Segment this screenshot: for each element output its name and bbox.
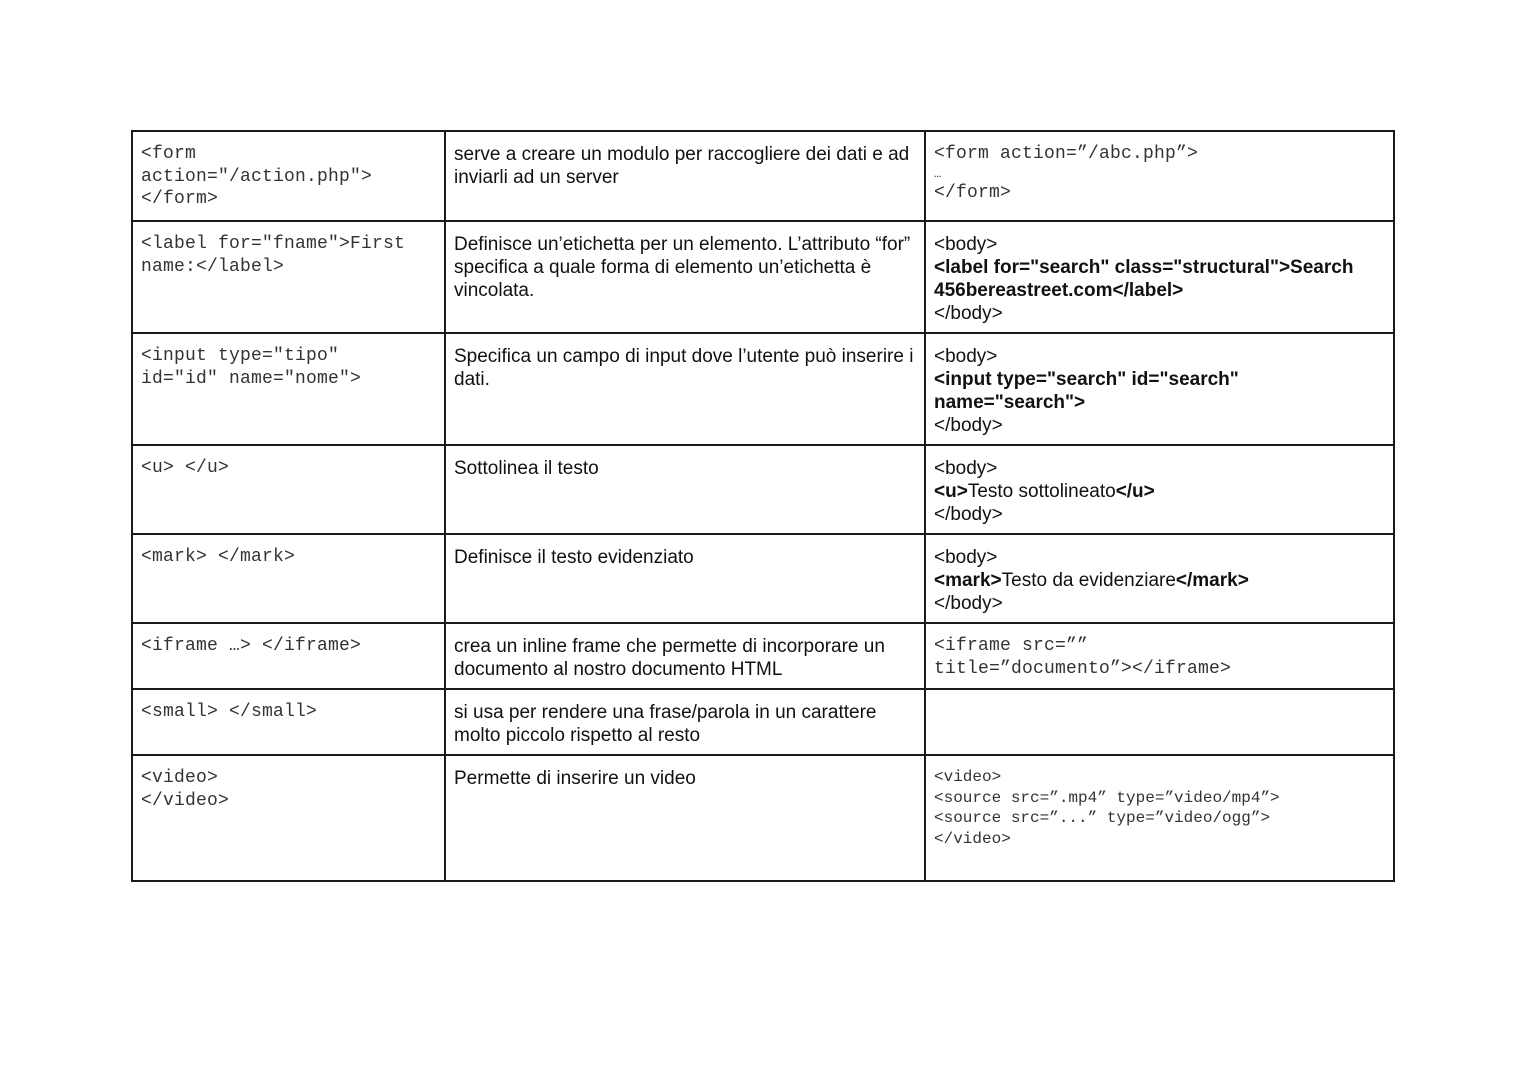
description-cell: Sottolinea il testo [445, 445, 925, 534]
tag-cell: <video> </video> [132, 755, 445, 881]
example-cell: <body> <label for="search" class="structural">Search 456bereastreet.com</label> </body> [925, 221, 1394, 333]
table-row [132, 534, 1394, 623]
example-cell: <form action=”/abc.php”> … </form> [925, 131, 1394, 221]
example-cell: <iframe src=”” title=”documento”></iframe> [925, 623, 1394, 689]
html-tags-table [131, 130, 1395, 882]
tag-cell: <input type="tipo" id="id" name="nome"> [132, 333, 445, 445]
example-cell-empty [925, 689, 1394, 755]
description-cell: Permette di inserire un video [445, 755, 925, 881]
table-row [132, 221, 1394, 333]
tag-cell: <mark> </mark> [132, 534, 445, 623]
table-row [132, 131, 1394, 221]
description-cell: Specifica un campo di input dove l’utente può inserire i dati. [445, 333, 925, 445]
table-row [132, 445, 1394, 534]
example-cell: <body> <u>Testo sottolineato</u> </body> [925, 445, 1394, 534]
tag-cell: <small> </small> [132, 689, 445, 755]
tag-cell: <form action="/action.php"> </form> [132, 131, 445, 221]
tag-cell: <label for="fname">First name:</label> [132, 221, 445, 333]
example-cell: <body> <input type="search" id="search" name="search"> </body> [925, 333, 1394, 445]
tag-cell: <u> </u> [132, 445, 445, 534]
table-row [132, 755, 1394, 881]
description-cell: crea un inline frame che permette di incorporare un documento al nostro documento HTML [445, 623, 925, 689]
tag-cell: <iframe …> </iframe> [132, 623, 445, 689]
description-cell: serve a creare un modulo per raccogliere dei dati e ad inviarli ad un server [445, 131, 925, 221]
description-cell: Definisce il testo evidenziato [445, 534, 925, 623]
table-row [132, 333, 1394, 445]
table-row [132, 623, 1394, 689]
example-cell: <body> <mark>Testo da evidenziare</mark> </body> [925, 534, 1394, 623]
example-cell: <video> <source src=”.mp4” type=”video/mp4”> <source src=”...” type=”video/ogg”> </video> [925, 755, 1394, 881]
description-cell: Definisce un’etichetta per un elemento. L’attributo “for” specifica a quale forma di elemento un’etichetta è vincolata. [445, 221, 925, 333]
table-row [132, 689, 1394, 755]
description-cell: si usa per rendere una frase/parola in un carattere molto piccolo rispetto al resto [445, 689, 925, 755]
